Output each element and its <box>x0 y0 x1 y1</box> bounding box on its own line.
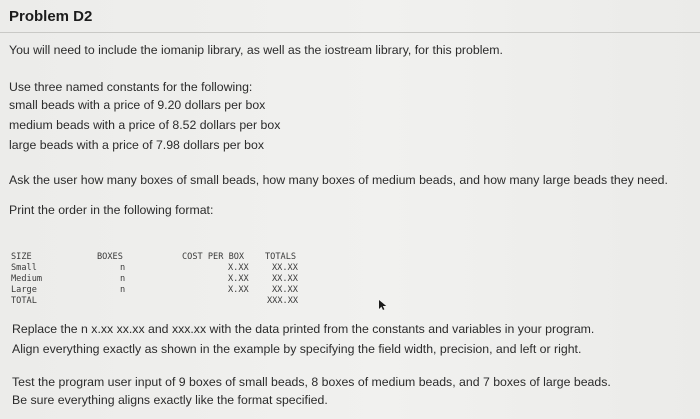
test-line-1: Test the program user input of 9 boxes of small beads, 8 boxes of medium beads, and 7 boxes of large beads. <box>12 375 611 389</box>
header-totals: TOTALS <box>265 252 297 262</box>
page-title: Problem D2 <box>9 8 93 25</box>
row-boxes-small: n <box>120 263 126 273</box>
replace-line-2: Align everything exactly as shown in the example by specifying the field width, precision, and left or right. <box>12 342 582 356</box>
row-cost-small: X.XX <box>228 263 249 273</box>
test-line-2: Be sure everything aligns exactly like the format specified. <box>12 393 328 407</box>
constant-large: large beads with a price of 7.98 dollars per box <box>9 138 264 152</box>
row-size-small: Small <box>11 263 37 273</box>
row-total-label: TOTAL <box>11 296 37 306</box>
constant-medium: medium beads with a price of 8.52 dollars per box <box>9 118 281 132</box>
constant-small: small beads with a price of 9.20 dollars per box <box>9 98 266 112</box>
row-cost-large: X.XX <box>228 285 249 295</box>
row-size-large: Large <box>11 285 37 295</box>
row-total-medium: XX.XX <box>272 274 298 284</box>
row-size-medium: Medium <box>11 274 43 284</box>
print-intro: Print the order in the following format: <box>9 203 214 217</box>
replace-line-1: Replace the n x.xx xx.xx and xxx.xx with the data printed from the constants and variables in your program. <box>12 322 595 336</box>
intro-text: You will need to include the iomanip library, as well as the iostream library, for this problem. <box>9 43 503 57</box>
row-boxes-medium: n <box>120 274 126 284</box>
header-cost: COST PER BOX <box>182 252 245 262</box>
header-boxes: BOXES <box>97 252 123 262</box>
row-total-grand: XXX.XX <box>267 296 299 306</box>
title-divider <box>0 32 700 33</box>
row-cost-medium: X.XX <box>228 274 249 284</box>
ask-text: Ask the user how many boxes of small beads, how many boxes of medium beads, and how many large beads they need. <box>9 173 668 187</box>
row-total-large: XX.XX <box>272 285 298 295</box>
row-total-small: XX.XX <box>272 263 298 273</box>
header-size: SIZE <box>11 252 32 262</box>
row-boxes-large: n <box>120 285 126 295</box>
constants-heading: Use three named constants for the following: <box>9 80 253 94</box>
